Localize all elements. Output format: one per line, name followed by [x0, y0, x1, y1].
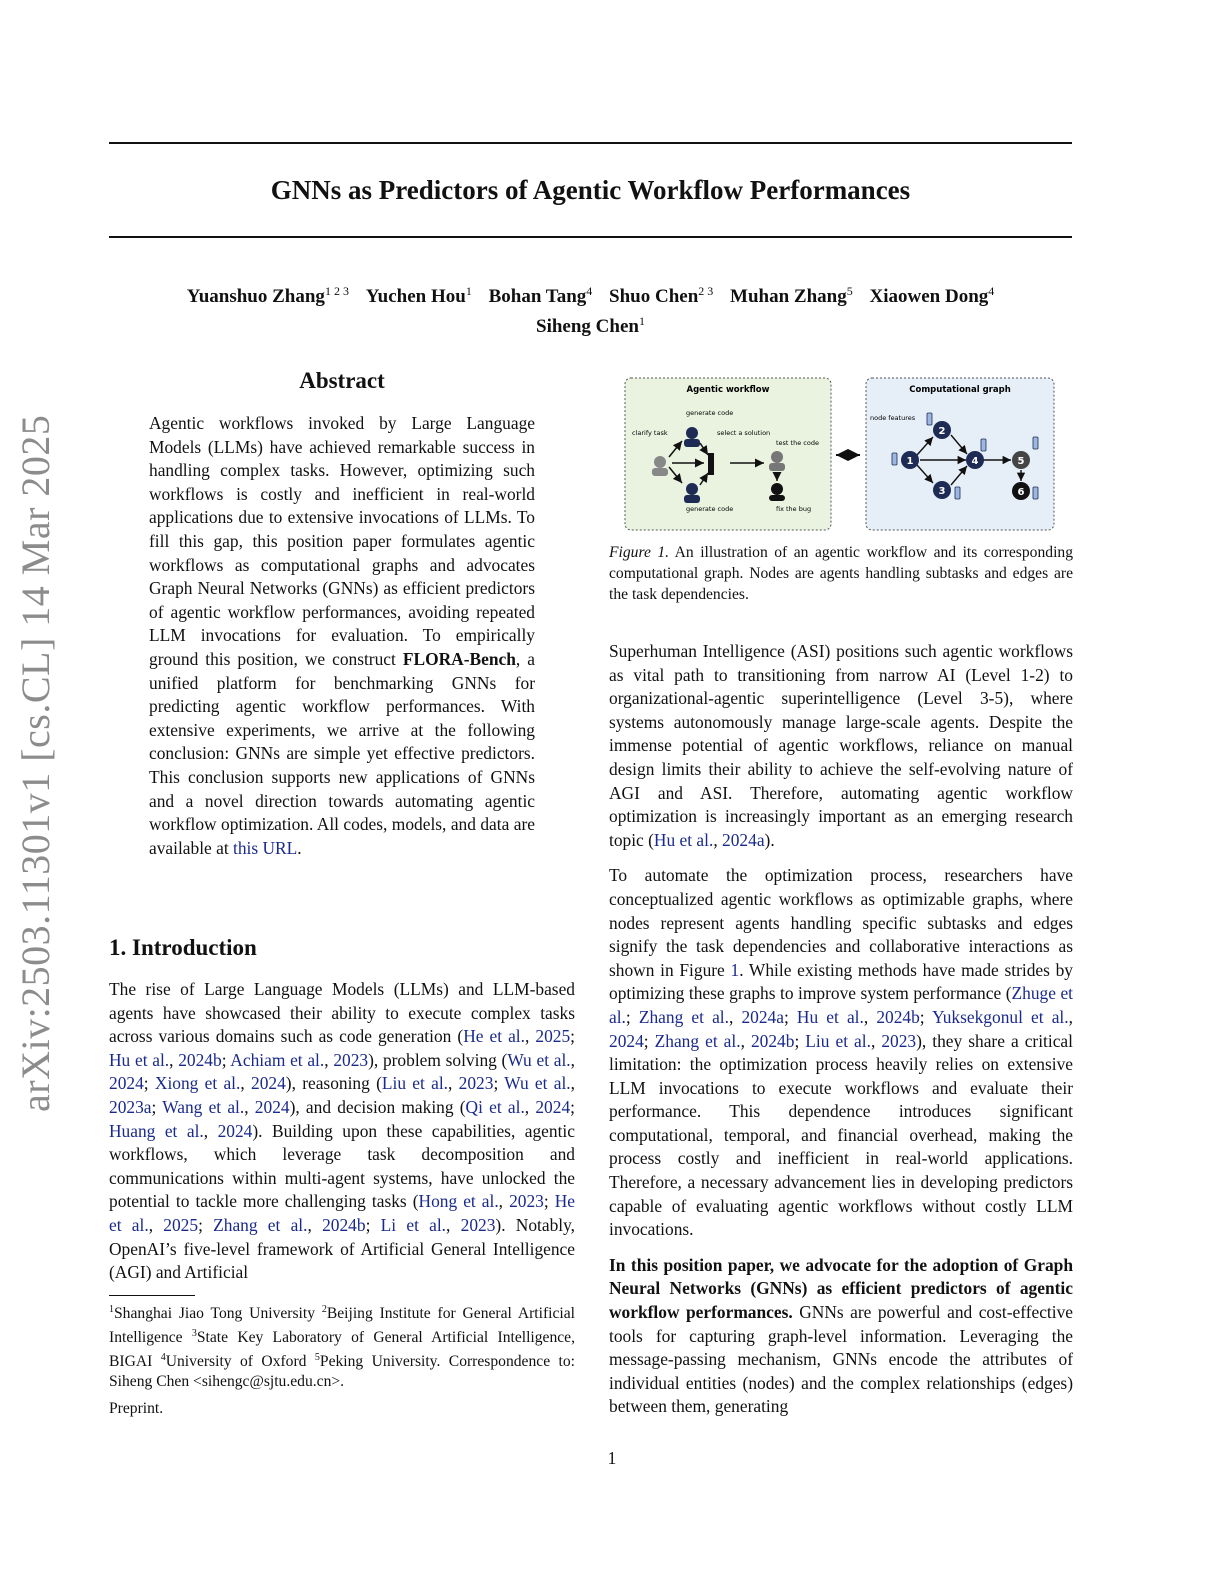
right-paragraph-2 [609, 864, 1073, 1242]
citation-link[interactable]: 2024 [535, 1096, 571, 1117]
text-run: ; [625, 1006, 639, 1027]
top-rule [109, 142, 1072, 144]
text-run: To automate the optimization process, researchers have conceptualized agentic workflows as optimizable graphs, where nodes represent agents handling specific subtasks and edges signify the task dependencies and collaborative interactions as shown in Figure [609, 865, 1073, 980]
author-5: Xiaowen Dong$^4$ [869, 284, 995, 307]
text-run: , [148, 1214, 164, 1235]
figure-1-label: Figure 1. [609, 544, 670, 561]
figure-1 [624, 377, 1056, 532]
text-run: , [728, 1006, 742, 1027]
text-run: , [1068, 1006, 1073, 1027]
text-run: ), problem solving ( [368, 1049, 508, 1070]
author-list [109, 279, 1072, 339]
citation-link[interactable]: 2023a [109, 1096, 152, 1117]
citation-link[interactable]: Hu et al. [796, 1006, 864, 1027]
text-run: ; [919, 1006, 933, 1027]
text-run: Peking University. Correspondence to: Siheng Chen <sihengc@sjtu.edu.cn>. [109, 1353, 576, 1390]
text-run: Beijing Institute for General Artificial Intelligence [109, 1305, 575, 1346]
text-run: ), and decision making ( [289, 1096, 466, 1117]
preprint-note: Preprint. [109, 1400, 164, 1417]
citation-link[interactable]: Xiong et al. [154, 1073, 241, 1094]
citation-link[interactable]: Liu et al. [805, 1030, 871, 1051]
citation-link[interactable]: 2023 [460, 1214, 496, 1235]
text-run: ; [493, 1073, 505, 1094]
citation-link[interactable]: Yuksekgonul et al. [932, 1006, 1069, 1027]
text-run: Shanghai Jiao Tong University [114, 1305, 322, 1322]
text-run: , [240, 1073, 251, 1094]
citation-link[interactable]: 2023 [333, 1049, 369, 1070]
text-run: , [446, 1214, 461, 1235]
citation-link[interactable]: 2024b [876, 1006, 920, 1027]
citation-link[interactable]: 2024 [254, 1096, 290, 1117]
abstract-heading: Abstract [299, 368, 385, 393]
author-1: Yuchen Hou$^1$ [365, 284, 472, 307]
graph-node-4: 4 [971, 456, 979, 467]
citation-link[interactable]: 2024 [251, 1073, 286, 1094]
footnote-marker: 3 [191, 1328, 197, 1339]
text-run: , [169, 1049, 179, 1070]
text-run: , [740, 1030, 751, 1051]
text-run: , [307, 1214, 323, 1235]
graph-node-3: 3 [938, 486, 946, 497]
text-run: , [570, 1049, 575, 1070]
text-run: , [448, 1073, 459, 1094]
citation-link[interactable]: Wu et al. [507, 1049, 571, 1070]
text-run: ; [783, 1006, 797, 1027]
text-run: State Key Laboratory of General Artificial Intelligence, BIGAI [109, 1329, 576, 1370]
right-paragraph-3: In this position paper, we advocate for the adoption of Graph Neural Networks (GNNs) as efficient predictors of agentic workflow performances. GNNs are powerful and cost-effective tools for capturing graph-level information. Leveraging the message-passing mechanism, GNNs encode the attributes of individual entities (nodes) and the complex relationships (edges) between them, generating [609, 1254, 1074, 1417]
citation-link[interactable]: 2024a [722, 829, 765, 850]
text-run: ). Building upon these capabilities, agentic workflows, which leverage task decomposition and communications within multi-agent systems, have unlocked the potential to tackle more challenging tasks ( [109, 1120, 575, 1212]
text-run: ; [570, 1026, 575, 1047]
citation-link[interactable]: Achiam et al. [230, 1049, 325, 1070]
footnote-marker: 5 [314, 1352, 320, 1363]
citation-link[interactable]: Qi et al. [465, 1096, 525, 1117]
text-run: ; [643, 1030, 655, 1051]
text-run: ; [198, 1214, 214, 1235]
text-run: , [244, 1096, 255, 1117]
citation-link[interactable]: Liu et al. [381, 1073, 449, 1094]
figure-1-graphic [624, 377, 1056, 532]
citation-link[interactable]: 2023 [509, 1191, 544, 1212]
citation-link[interactable]: 2025 [163, 1214, 199, 1235]
author-0: Yuanshuo Zhang$^{1 2 3}$ [186, 284, 349, 307]
citation-link[interactable]: 2023 [881, 1030, 917, 1051]
text-run: ; [543, 1191, 555, 1212]
citation-link[interactable]: Li et al. [380, 1214, 447, 1235]
text-run: ), they share a critical limitation: the optimization process heavily relies on extensive LLM invocations to execute workflows and evaluate their performance. This dependence introduces significant computational, temporal, and financial overhead, making the process costly and inefficient in real-world applications. Therefore, a necessary advancement lies in developing predictors capable of evaluating agentic workflows without costly LLM invocations. [609, 1030, 1073, 1240]
author-6: Siheng Chen$^1$ [536, 314, 645, 337]
label-clarify-task: clarify task [632, 429, 668, 437]
citation-link[interactable]: Zhang et al. [638, 1006, 729, 1027]
page-number: 1 [607, 1448, 617, 1468]
citation-link[interactable]: Zhang et al. [213, 1214, 308, 1235]
label-generate-code-bottom: generate code [686, 505, 734, 513]
text-run: , [498, 1191, 510, 1212]
intro-column-right [609, 640, 1073, 1419]
footnote-rule [109, 1295, 195, 1296]
citation-link[interactable]: 2024b [750, 1030, 795, 1051]
section-heading-introduction: 1. Introduction [109, 935, 257, 960]
paper-title: GNNs as Predictors of Agentic Workflow Performances [270, 175, 911, 205]
citation-link[interactable]: 2023 [458, 1073, 494, 1094]
citation-link[interactable]: He et al. [463, 1026, 525, 1047]
graph-node-1: 1 [906, 456, 914, 467]
author-line-1 [109, 279, 1072, 309]
citation-link[interactable]: 2025 [535, 1026, 571, 1047]
text-run: University of Oxford [165, 1353, 315, 1370]
label-node-features: node features [870, 414, 916, 422]
text-run: ), reasoning ( [285, 1073, 382, 1094]
label-test-code: test the code [776, 439, 819, 447]
graph-node-2: 2 [938, 426, 946, 437]
label-generate-code-top: generate code [686, 409, 734, 417]
text-run: , [524, 1026, 536, 1047]
citation-link[interactable]: 1 [730, 959, 740, 980]
citation-link[interactable]: Wu et al. [504, 1073, 571, 1094]
agentic-workflow-title: Agentic workflow [686, 385, 770, 395]
text-run: , [570, 1073, 575, 1094]
affiliation-footnote [109, 1300, 575, 1392]
computational-graph-title: Computational graph [909, 385, 1011, 395]
citation-link[interactable]: Zhang et al. [654, 1030, 741, 1051]
position-statement: In this position paper, we advocate for the adoption of Graph Neural Networks (GNNs) as efficient predictors of agentic workflow performances. [609, 1254, 1073, 1323]
citation-link[interactable]: Hong et al. [418, 1191, 499, 1212]
abstract-body: Agentic workflows invoked by Large Language Models (LLMs) have achieved remarkable success in handling complex tasks. However, optimizing such workflows is costly and inefficient in real-world applications due to extensive invocations of LLMs. To fill this gap, this position paper formulates agentic workflows as computational graphs and advocates Graph Neural Networks (GNNs) as efficient predictors of agentic workflow performances, avoiding repeated LLM invocations for evaluation. To empirically ground this position, we construct FLORA-Bench, a unified platform for benchmarking GNNs for predicting agentic workflow performances. With extensive experiments, we arrive at the following conclusion: GNNs are simple yet effective predictors. This conclusion supports new applications of GNNs and a novel direction towards automating agentic workflow optimization. All codes, models, and data are available at this URL. [149, 413, 535, 858]
citation-link[interactable]: 2024 [609, 1030, 644, 1051]
author-3: Shuo Chen$^{2 3}$ [609, 284, 714, 307]
footnote-marker: 1 [109, 1304, 114, 1315]
figure-1-caption: Figure 1. An illustration of an agentic workflow and its corresponding computational graph. Nodes are agents handling subtasks and edges are the task dependencies. [609, 544, 1073, 603]
footnote-marker: 2 [321, 1304, 327, 1315]
text-run: ; [365, 1214, 381, 1235]
text-run: Superhuman Intelligence (ASI) positions such agentic workflows as vital path to transitioning from narrow AI (Level 1-2) to organizational-agentic superintelligence (Level 3-5), where systems autonomously manage large-scale agents. Despite the immense potential of agentic workflows, reliance on manual design limits their ability to achieve the self-evolving nature of AGI and ASI. Therefore, automating agentic workflow optimization is increasingly important as an emerging research topic ( [609, 641, 1073, 850]
text-run: ). Notably, OpenAI’s five-level framework of Artificial General Intelligence (AGI) and Artificial [109, 1214, 576, 1283]
citation-link[interactable]: Huang et al. [109, 1120, 204, 1141]
citation-link[interactable]: He et al. [109, 1191, 575, 1235]
label-fix-bug: fix the bug [776, 505, 812, 513]
intro-column-left [109, 978, 575, 1285]
text-run: ; [151, 1096, 163, 1117]
citation-link[interactable]: 2024 [109, 1073, 144, 1094]
citation-link[interactable]: Hu et al. [653, 829, 714, 850]
text-run: , [870, 1030, 882, 1051]
text-run: ; [794, 1030, 806, 1051]
text-run: . While existing methods have made strides by optimizing these graphs to improve system performance ( [609, 959, 1073, 1004]
text-run: ; [143, 1073, 155, 1094]
right-paragraph-1 [609, 640, 1073, 852]
citation-link[interactable]: Wang et al. [162, 1096, 245, 1117]
arxiv-sidebar-stamp: arXiv:2503.11301v1 [cs.CL] 14 Mar 2025 [13, 414, 58, 1112]
footnote-marker: 4 [160, 1352, 166, 1363]
author-2: Bohan Tang$^4$ [488, 284, 593, 307]
citation-link[interactable]: 2024 [217, 1120, 253, 1141]
benchmark-name: FLORA-Bench [402, 648, 516, 669]
text-run: , [324, 1049, 334, 1070]
text-run: ; [221, 1049, 231, 1070]
citation-link[interactable]: 2024b [178, 1049, 222, 1070]
citation-link[interactable]: Hu et al. [109, 1049, 170, 1070]
graph-node-6: 6 [1017, 487, 1025, 498]
text-run: , [524, 1096, 536, 1117]
citation-link[interactable]: 2024b [322, 1214, 366, 1235]
intro-paragraph-1 [109, 978, 575, 1285]
code-url-link[interactable]: this URL [233, 837, 298, 858]
citation-link[interactable]: 2024a [741, 1006, 784, 1027]
label-select-solution: select a solution [717, 429, 771, 437]
author-line-2 [109, 309, 1072, 339]
text-run: The rise of Large Language Models (LLMs) and LLM-based agents have showcased their ability to execute complex tasks across various domains such as code generation ( [109, 979, 575, 1047]
text-run: ). [764, 829, 775, 850]
citation-link[interactable]: Zhuge et al. [609, 983, 1074, 1027]
text-run: ; [570, 1096, 575, 1117]
graph-node-5: 5 [1017, 456, 1025, 467]
text-run: , [713, 829, 723, 850]
text-run: , [203, 1120, 218, 1141]
text-run: , [863, 1006, 877, 1027]
author-4: Muhan Zhang$^5$ [730, 284, 853, 307]
title-bottom-rule [109, 236, 1072, 238]
